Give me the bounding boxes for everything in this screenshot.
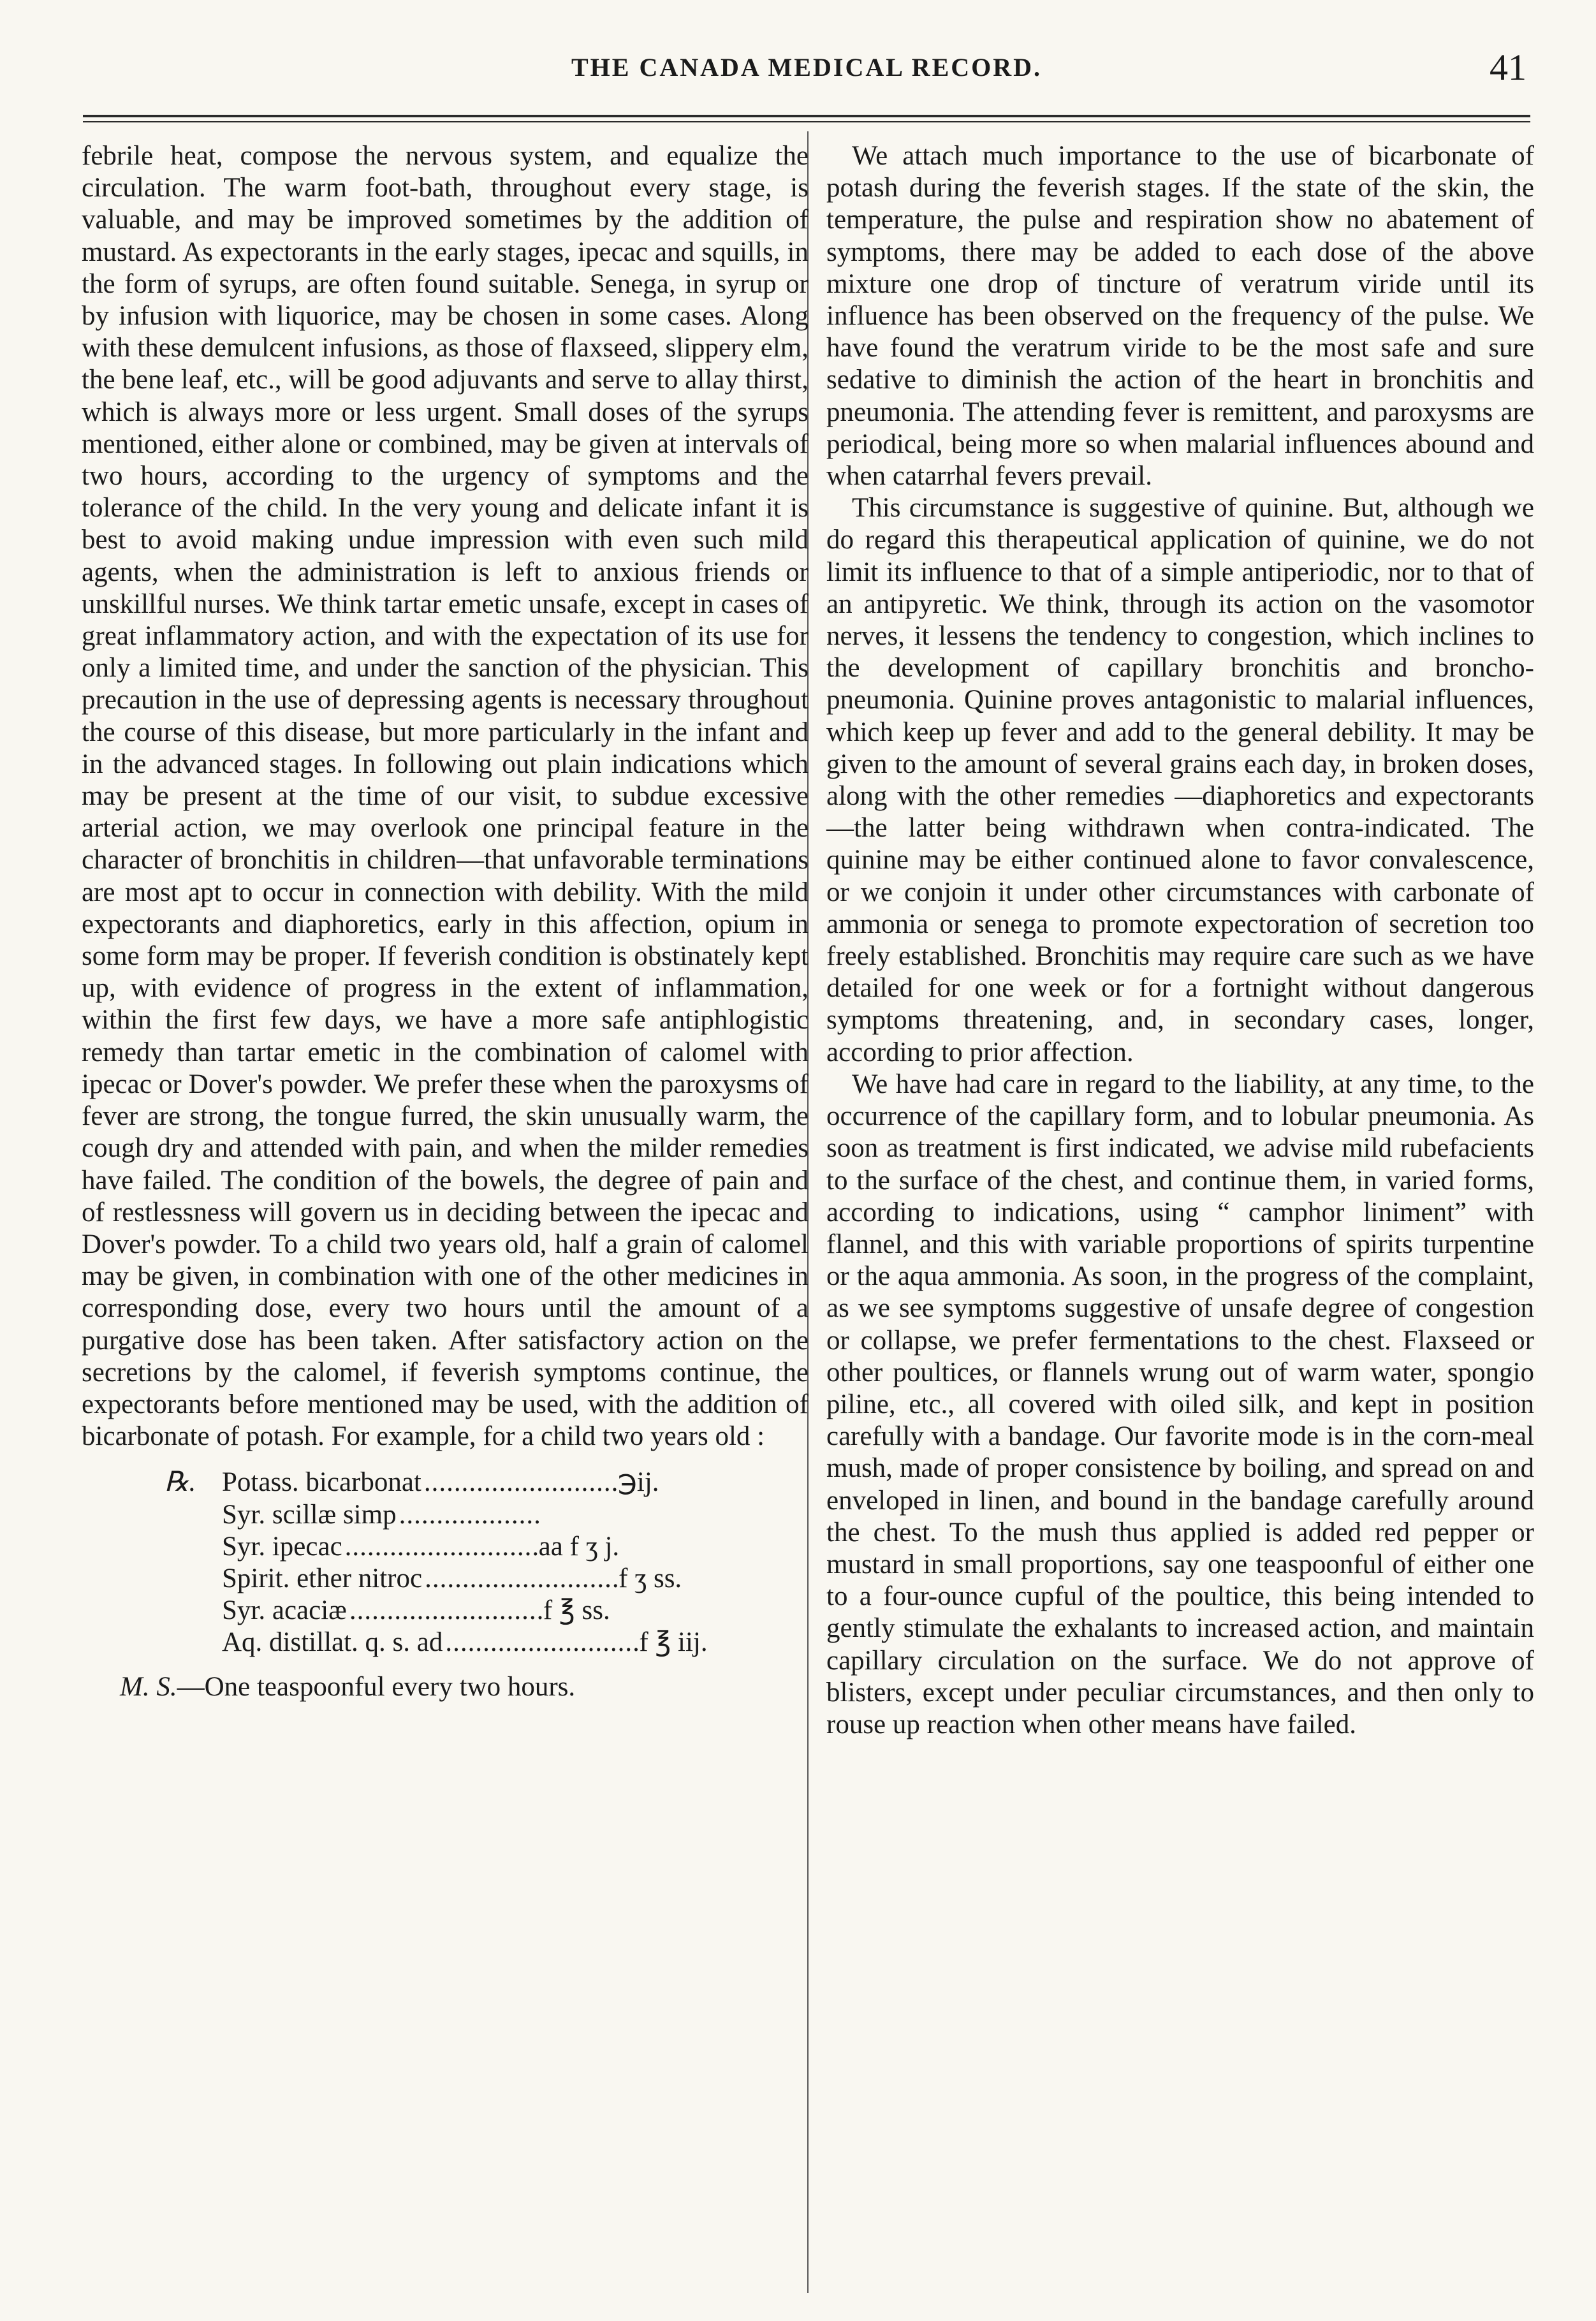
- right-paragraph-1: We attach much importance to the use of bicarbonate of potash during the feverish stages. If the state of the skin, the temperature, the pulse and respiration show no abatement of symptoms, there may be added to each dose of the above mixture one drop of tincture of veratrum viride until its influence has been observed on the frequency of the pulse. We have found the veratrum viride to be the most safe and sure sedative to diminish the action of the heart in bronchitis and pneumonia. The attending fever is remittent, and paroxysms are periodical, being more so when malarial influences abound and when catarrhal fevers prevail.: [826, 141, 1534, 492]
- left-column: [82, 140, 809, 1704]
- ingredient-name: Potass. bicarbonat: [222, 1467, 421, 1498]
- running-header: [83, 46, 1530, 97]
- ingredient-name: Syr. ipecac: [222, 1531, 342, 1562]
- ingredient-name: Spirit. ether nitroc: [222, 1563, 423, 1593]
- page-number: 41: [1490, 47, 1526, 88]
- leader-dots: [347, 1595, 543, 1627]
- prescription-row: [82, 1499, 809, 1531]
- prescription-row: [82, 1595, 809, 1627]
- directions-label: M. S.: [120, 1672, 177, 1702]
- left-paragraph-1: febrile heat, compose the nervous system, and equalize the circulation. The warm foot-bath, throughout every stage, is valuable, and may be improved sometimes by the addition of mustard. As expectorants in the early stages, ipecac and squills, in the form of syrups, are often found suitable. Senega, in syrup or by infusion with liquorice, may be chosen in some cases. Along with these demulcent infusions, as those of flaxseed, slippery elm, the bene leaf, etc., will be good adjuvants and serve to allay thirst, which is always more or less urgent. Small doses of the syrups mentioned, either alone or combined, may be given at intervals of two hours, according to the urgency of symptoms and the tolerance of the child. In the very young and delicate infant it is best to avoid making undue impression with even such mild agents, when the administration is left to anxious friends or unskillful nurses. We think tartar emetic unsafe, except in cases of great inflammatory action, and with the expectation of its use for only a limited time, and under the sanction of the physician. This precaution in the use of depressing agents is necessary throughout the course of this disease, but more particularly in the infant and in the advanced stages. In following out plain indications which may be present at the time of our visit, to subdue excessive arterial action, we may overlook one principal feature in the character of bronchitis in children—that unfavorable terminations are most apt to occur in connection with debility. With the mild expectorants and diaphoretics, early in this affection, opium in some form may be proper. If feverish condition is obstinately kept up, with evidence of progress in the extent of inflammation, within the first few days, we have a more safe antiphlogistic remedy than tartar emetic in the combination of calomel with ipecac or Dover's powder. We prefer these when the paroxysms of fever are strong, the tongue furred, the skin unusually warm, the cough dry and attended with pain, and when the milder remedies have failed. The condition of the bowels, the degree of pain and of restlessness will govern us in deciding between the ipecac and Dover's powder. To a child two years old, half a grain of calomel may be given, in combination with one of the other medicines in corresponding dose, every two hours until the amount of a purgative dose has been taken. After satisfactory action on the secretions by the calomel, if feverish symptoms continue, the expectorants before mentioned may be used, with the addition of bicarbonate of potash. For example, for a child two years old :: [82, 141, 809, 1452]
- ingredient-name: Syr. scillæ simp: [222, 1499, 397, 1530]
- prescription-row: [82, 1467, 809, 1498]
- header-rule-thick: [83, 115, 1530, 117]
- prescription: [82, 1467, 809, 1658]
- prescription-directions: [82, 1671, 809, 1703]
- recipe-symbol: ℞.: [165, 1467, 196, 1498]
- prescription-row: [82, 1627, 809, 1658]
- ingredient-quantity: f ℥ ss.: [543, 1595, 610, 1626]
- ingredient-quantity: f ℥ iij.: [639, 1627, 708, 1658]
- leader-dots: [397, 1499, 542, 1531]
- ingredient-name: Aq. distillat. q. s. ad: [222, 1627, 443, 1658]
- prescription-row: [82, 1531, 809, 1563]
- ingredient-quantity: f ʒ ss.: [619, 1563, 682, 1593]
- leader-dots: [422, 1563, 619, 1595]
- ingredient-quantity: ℈ij.: [617, 1467, 659, 1498]
- right-paragraph-2: This circumstance is suggestive of quinine. But, although we do regard this therapeutical application of quinine, we do not limit its influence to that of a simple antiperiodic, nor to that of an antipyretic. We think, through its action on the vasomotor nerves, it lessens the tendency to congestion, which inclines to the development of capillary bronchitis and broncho-pneumonia. Quinine proves antagonistic to malarial influences, which keep up fever and add to the general debility. It may be given to the amount of several grains each day, in broken doses, along with the other remedies —diaphoretics and expectorants—the latter being withdrawn when contra-indicated. The quinine may be either continued alone to favor convalescence, or we conjoin it under other circumstances with carbonate of ammonia or senega to promote expectoration of secretion too freely established. Bronchitis may require care such as we have detailed for one week or for a fortnight without dangerous symptoms threatening, and, in secondary cases, longer, according to prior affection.: [826, 493, 1534, 1067]
- header-rule-thin: [83, 121, 1530, 122]
- right-paragraph-3: We have had care in regard to the liability, at any time, to the occurrence of the capillary form, and to lobular pneumonia. As soon as treatment is first indicated, we advise mild rubefacients to the surface of the chest, and continue them, in varied forms, according to indications, using “ camphor liniment” with flannel, and this with variable proportions of spirits turpentine or the aqua ammonia. As soon, in the progress of the complaint, as we see symptoms suggestive of unsafe degree of congestion or collapse, we prefer fermentations to the chest. Flaxseed or other poultices, or flannels wrung out of warm water, spongio piline, etc., all covered with oiled silk, and kept in position carefully with a bandage. Our favorite mode is in the corn-meal mush, made of proper consistence by boiling, and spread on and enveloped in linen, and bound in the bandage carefully around the chest. To the mush thus applied is added red pepper or mustard in small proportions, say one teaspoonful of either one to a four-ounce cupful of the poultice, this being intended to gently stimulate the exhalants to increased action, and maintain capillary circulation on the surface. We do not approve of blisters, except under peculiar circumstances, and then only to rouse up reaction when other means have failed.: [826, 1069, 1534, 1739]
- right-column: [826, 140, 1534, 1741]
- journal-title: THE CANADA MEDICAL RECORD.: [571, 53, 1043, 82]
- ingredient-name: Syr. acaciæ: [222, 1595, 347, 1626]
- prescription-row: [82, 1563, 809, 1595]
- leader-dots: [443, 1627, 639, 1658]
- leader-dots: [342, 1531, 539, 1563]
- directions-text: —One teaspoonful every two hours.: [177, 1672, 576, 1702]
- ingredient-quantity: aa f ʒ j.: [538, 1531, 620, 1562]
- leader-dots: [421, 1467, 618, 1498]
